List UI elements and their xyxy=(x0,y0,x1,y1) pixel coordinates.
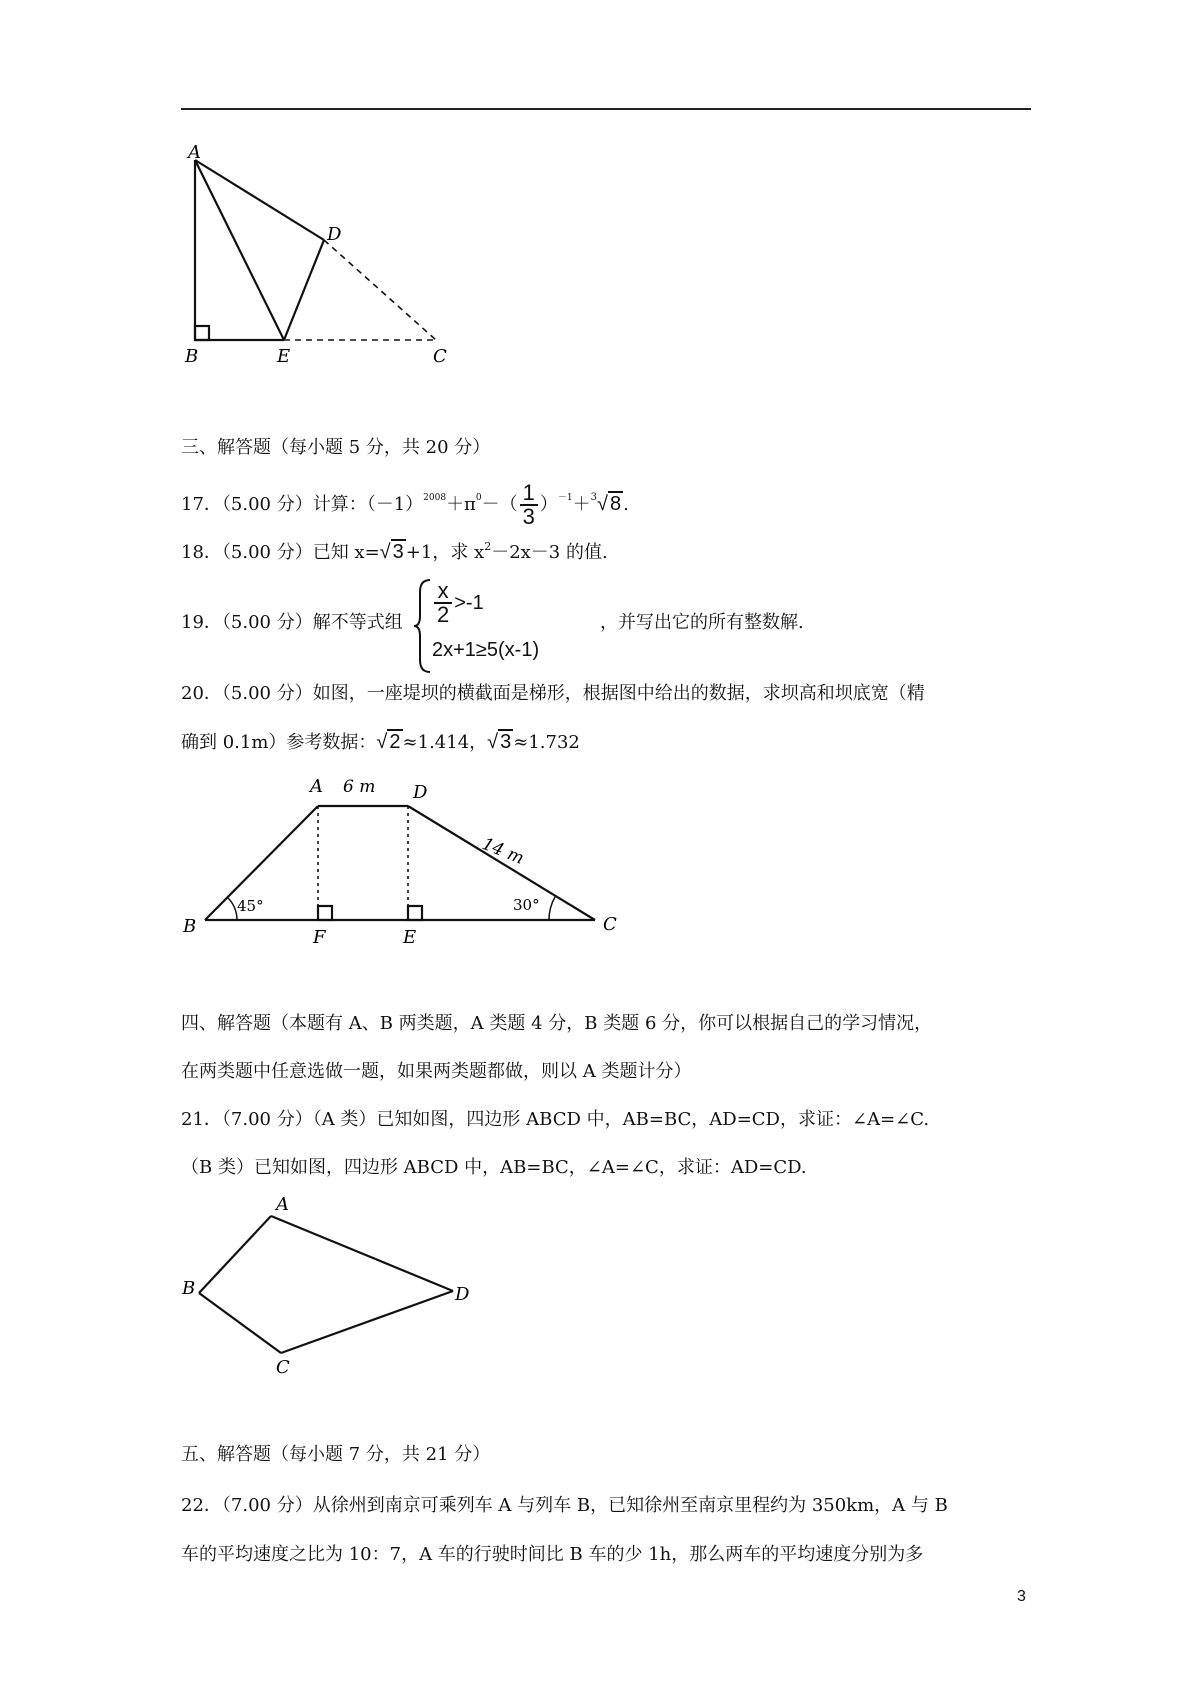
label-d: D xyxy=(413,782,428,803)
q17-pi: ＋π xyxy=(446,494,476,515)
label-side-length: 14 m xyxy=(479,834,527,869)
q19-ineq1: >-1 xyxy=(454,591,484,614)
q19-suffix: ，并写出它的所有整数解. xyxy=(600,612,804,633)
q19-fraction: $\frac{x}{2}$ xyxy=(434,580,452,626)
label-d: D xyxy=(455,1284,470,1305)
q17-exp2: 0 xyxy=(475,493,482,503)
section-3-heading: 三、解答题（每小题 5 分，共 20 分） xyxy=(181,437,491,458)
sqrt-3: √ 3 xyxy=(487,731,512,753)
label-b: B xyxy=(185,346,199,367)
q17-root-index: 3 xyxy=(590,492,597,503)
label-e: E xyxy=(403,927,417,948)
q18-sqrt: √ 3 xyxy=(379,541,404,563)
q18-exp: 2 xyxy=(484,540,492,553)
label-angle-45: 45° xyxy=(237,897,264,915)
label-a: A xyxy=(276,1194,289,1215)
page-number: 3 xyxy=(1017,1588,1026,1605)
q18-tail2: －2x－3 的值. xyxy=(491,542,608,563)
q17-prefix: 17．（5.00 分）计算：（－1） xyxy=(181,494,424,515)
q19-inequality-system xyxy=(432,578,539,672)
question-20-line1: 20．（5.00 分）如图，一座堤坝的横截面是梯形，根据图中给出的数据，求坝高和坝底宽（精 xyxy=(181,683,925,704)
q19-ineq2: 2x+1≥5(x-1) xyxy=(432,639,540,661)
q17-plus: ＋ xyxy=(572,494,591,515)
label-b: B xyxy=(182,1278,196,1299)
q17-cube-root: √ 8 xyxy=(597,493,622,515)
label-top-length: 6 m xyxy=(343,777,376,797)
label-f: F xyxy=(313,927,326,948)
section-5-heading: 五、解答题（每小题 7 分，共 21 分） xyxy=(181,1444,491,1465)
question-20-line2: 确到 0.1m）参考数据：√ 2 ≈1.414，√ 3 ≈1.732 xyxy=(181,728,580,757)
figure-quadrilateral-abcd xyxy=(175,1188,485,1378)
sqrt-2: √ 2 xyxy=(376,731,401,753)
question-22-line2: 车的平均速度之比为 10：7，A 车的行驶时间比 B 车的少 1h，那么两车的平均速度分别为多 xyxy=(181,1544,924,1565)
question-19 xyxy=(181,609,403,637)
section-4-heading-line2: 在两类题中任意选做一题，如果两类题都做，则以 A 类题计分） xyxy=(181,1061,692,1082)
figure-trapezoid-dam xyxy=(175,770,635,950)
q19-prefix: 19．（5.00 分）解不等式组 xyxy=(181,612,403,633)
label-d: D xyxy=(327,224,342,245)
question-22-line1: 22．（7.00 分）从徐州到南京可乘列车 A 与列车 B，已知徐州至南京里程约为 350km，A 与 B xyxy=(181,1495,948,1516)
label-b: B xyxy=(183,916,197,937)
section-4-heading-line1: 四、解答题（本题有 A、B 两类题，A 类题 4 分，B 类题 6 分，你可以根据自己的学习情况， xyxy=(181,1013,933,1034)
label-a: A xyxy=(188,142,201,163)
q17-minus: －（ xyxy=(481,494,518,515)
q17-fraction: $\frac{1}{3}$ xyxy=(520,482,538,528)
question-21a: 21．（7.00 分）（A 类）已知如图，四边形 ABCD 中，AB=BC，AD=CD，求证：∠A=∠C. xyxy=(181,1109,930,1130)
label-c: C xyxy=(276,1357,290,1378)
figure-triangle-abedc xyxy=(160,140,460,370)
label-c: C xyxy=(603,914,617,935)
label-c: C xyxy=(433,346,447,367)
label-e: E xyxy=(277,346,291,367)
q18-prefix: 18．（5.00 分）已知 x= xyxy=(181,542,380,563)
label-a: A xyxy=(310,776,323,797)
q17-exp1: 2008 xyxy=(423,493,447,503)
q19-brace xyxy=(414,576,434,676)
q18-tail1: +1，求 x xyxy=(405,542,485,563)
q17-exp3: －1 xyxy=(557,493,573,503)
label-angle-30: 30° xyxy=(513,896,540,914)
question-21b: （B 类）已知如图，四边形 ABCD 中，AB=BC，∠A=∠C，求证：AD=CD. xyxy=(181,1157,807,1178)
question-17: 17．（5.00 分）计算：$(-1)^{2008}+\pi^0-$（ $\frac{1}{3}$ ）$^{-1}$＋$^3$√ 8 . xyxy=(181,480,629,529)
question-18 xyxy=(181,538,608,569)
header-rule xyxy=(181,108,1031,110)
